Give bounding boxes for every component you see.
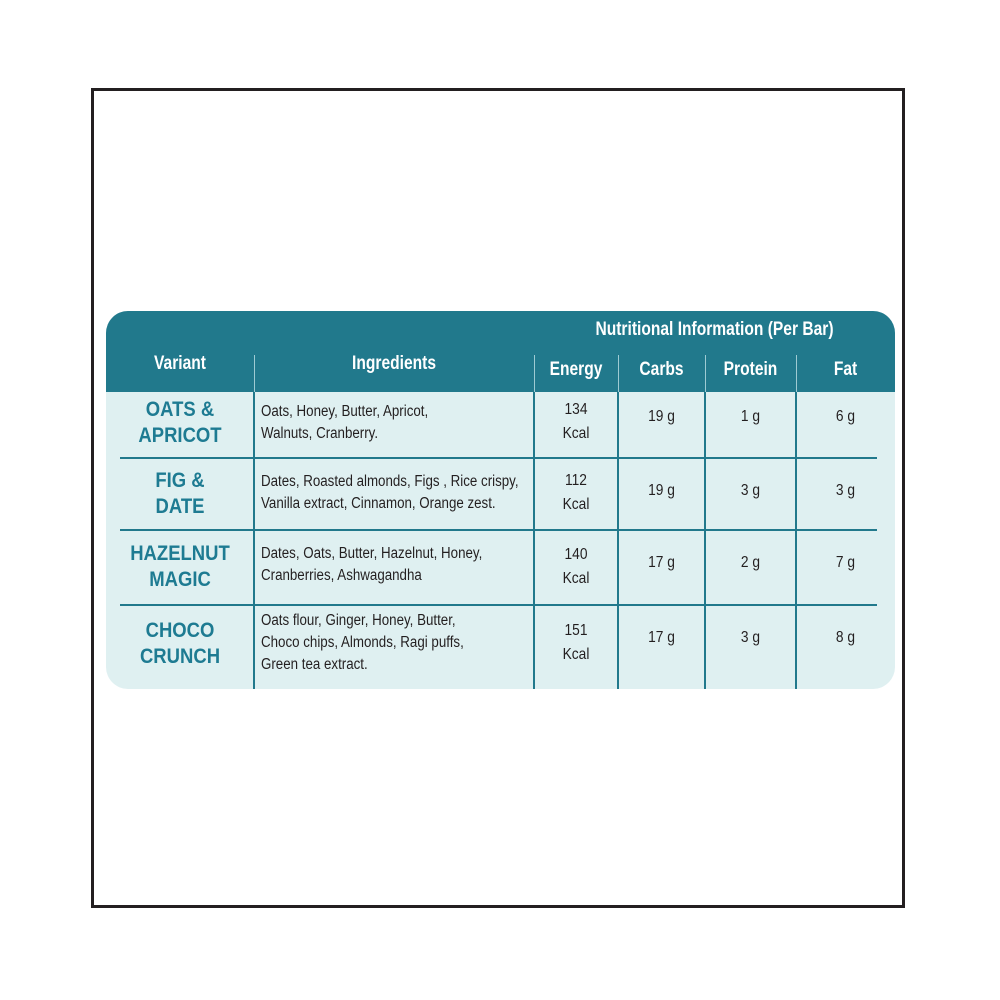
fat-cell: 8 g [835,629,856,646]
energy-cell: 134 Kcal [562,401,590,442]
variant-name: HAZELNUT MAGIC [130,542,230,591]
nutrition-group-title: Nutritional Information (Per Bar) [595,319,834,340]
column-divider [533,392,535,689]
protein-cell: 2 g [740,554,761,571]
nutrition-table [106,311,895,689]
energy-cell: 112 Kcal [562,472,590,513]
ingredients-cell: Oats, Honey, Butter, Apricot, Walnuts, Cranberry. [261,403,429,442]
row-divider [120,529,877,531]
carbs-cell: 17 g [648,629,675,646]
variant-name: OATS & APRICOT [138,398,222,447]
column-divider [704,392,706,689]
header-divider [534,355,535,392]
column-divider [617,392,619,689]
protein-cell: 1 g [740,408,761,425]
protein-header: Protein [723,359,778,380]
header-divider [705,355,706,392]
header-divider [796,355,797,392]
variant-name: FIG & DATE [155,469,205,518]
ingredients-cell: Dates, Oats, Butter, Hazelnut, Honey, Cranberries, Ashwagandha [261,545,483,584]
fat-cell: 7 g [835,554,856,571]
variant-name: CHOCO CRUNCH [139,619,221,668]
header-divider [618,355,619,392]
energy-header: Energy [549,359,603,380]
carbs-header: Carbs [639,359,684,380]
variant-header: Variant [154,353,206,374]
protein-cell: 3 g [740,482,761,499]
header-divider [254,355,255,392]
fat-cell: 6 g [835,408,856,425]
energy-cell: 140 Kcal [562,546,590,587]
ingredients-cell: Oats flour, Ginger, Honey, Butter, Choco chips, Almonds, Ragi puffs, Green tea extract. [261,612,464,673]
energy-cell: 151 Kcal [562,622,590,663]
carbs-cell: 17 g [648,554,675,571]
carbs-cell: 19 g [648,482,675,499]
column-divider [795,392,797,689]
fat-header: Fat [833,359,858,380]
protein-cell: 3 g [740,629,761,646]
fat-cell: 3 g [835,482,856,499]
row-divider [120,604,877,606]
ingredients-cell: Dates, Roasted almonds, Figs , Rice crispy, Vanilla extract, Cinnamon, Orange zest. [261,473,519,512]
ingredients-header: Ingredients [352,353,436,374]
column-divider [253,392,255,689]
carbs-cell: 19 g [648,408,675,425]
row-divider [120,457,877,459]
